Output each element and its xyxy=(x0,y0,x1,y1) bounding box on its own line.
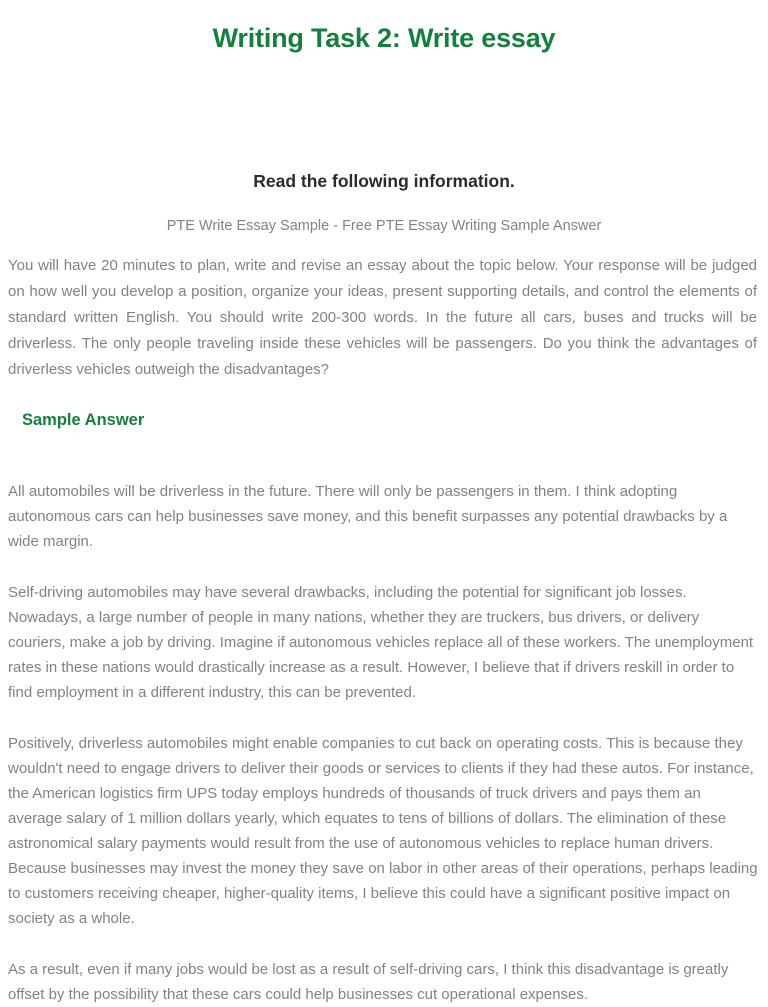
sample-answer-heading: Sample Answer xyxy=(22,410,145,429)
instructions-paragraph: You will have 20 minutes to plan, write and revise an essay about the topic below. Your response will be judged on how well you develop a position, organize your ideas, present supporting details, and control the elements of standard written English. You should write 200-300 words. In the future all cars, buses and trucks will be driverless. The only people traveling inside these vehicles will be passengers. Do you think the advantages of driverless vehicles outweigh the disadvantages? xyxy=(8,256,757,378)
subtitle-text: PTE Write Essay Sample - Free PTE Essay Writing Sample Answer xyxy=(166,218,602,235)
essay-body xyxy=(0,431,768,1007)
essay-paragraph: Positively, driverless automobiles might enable companies to cut back on operating costs. This is because they wouldn't need to engage drivers to deliver their goods or services to clients if they had these autos. For instance, the American logistics firm UPS today employs hundreds of thousands of truck drivers and pays them an average salary of 1 million dollars yearly, which equates to tens of billions of dollars. The elimination of these astronomical salary payments would result from the use of autonomous vehicles to replace human drivers. Because businesses may invest the money they save on labor in other areas of their operations, perhaps leading to customers receiving cheaper, higher-quality items, I believe this could have a significant positive impact on society as a whole. xyxy=(8,734,758,927)
essay-paragraph: Self-driving automobiles may have several drawbacks, including the potential for significant job losses. Nowadays, a large number of people in many nations, whether they are truckers, bus drivers, or delivery couriers, make a job by driving. Imagine if autonomous vehicles replace all of these workers. The unemployment rates in these nations would drastically increase as a result. However, I believe that if drivers reskill in order to find employment in a different industry, this can be prevented. xyxy=(8,583,754,701)
essay-paragraph: All automobiles will be driverless in the future. There will only be passengers in them. I think adopting autonomous cars can help businesses save money, and this benefit surpasses any potential drawbacks by a wide margin. xyxy=(8,482,728,550)
page-title: Writing Task 2: Write essay xyxy=(212,23,556,53)
section-heading: Read the following information. xyxy=(253,171,515,192)
essay-paragraph: As a result, even if many jobs would be lost as a result of self-driving cars, I think this disadvantage is greatly offset by the possibility that these cars could help businesses cut operational expenses. xyxy=(8,960,729,1003)
